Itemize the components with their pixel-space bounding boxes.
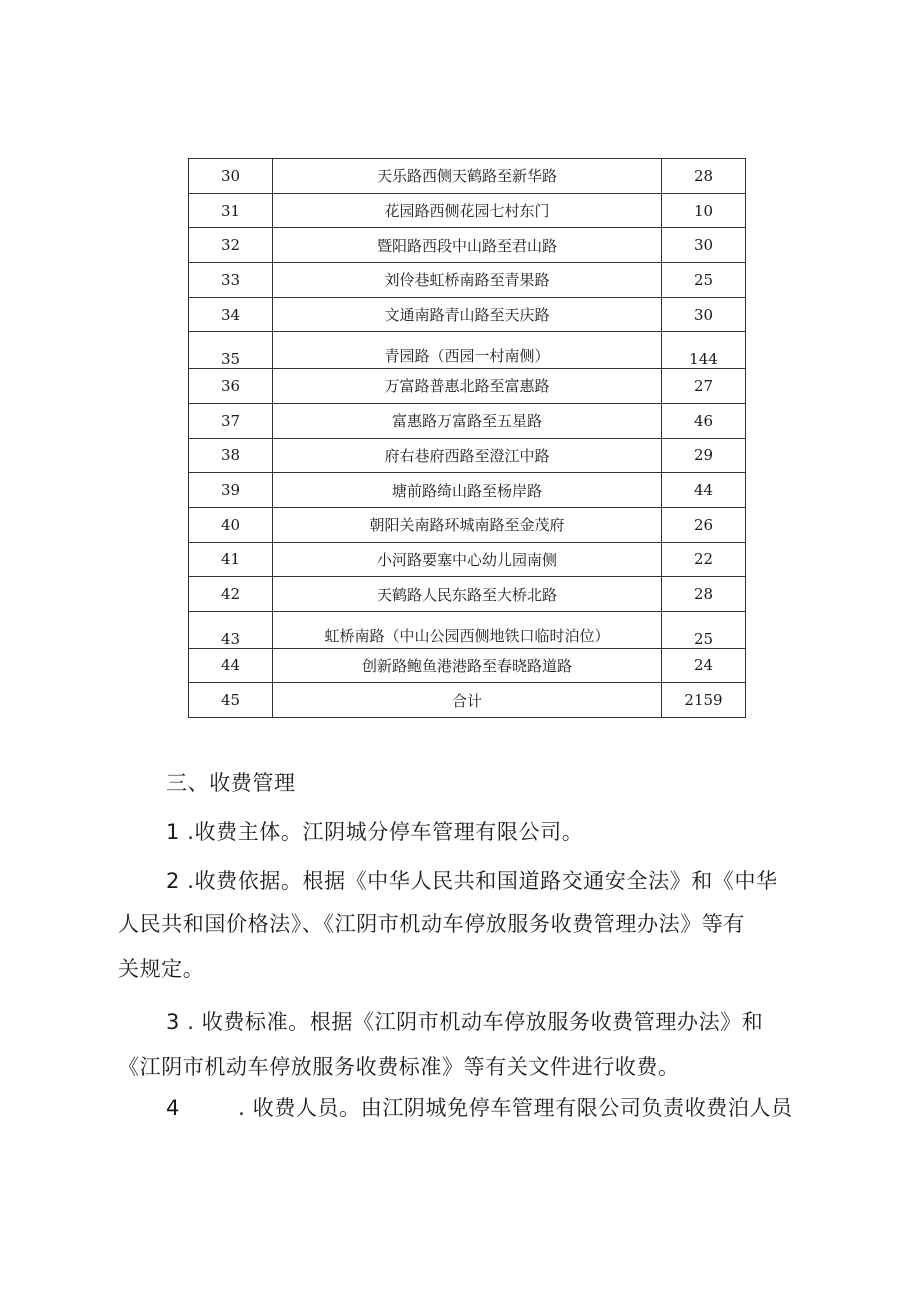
road-section: 刘伶巷虹桥南路至青果路 — [273, 263, 662, 298]
road-section: 创新路鲍鱼港港路至春晓路道路 — [273, 648, 662, 683]
row-number: 39 — [189, 473, 273, 508]
space-count: 24 — [662, 648, 746, 683]
row-number: 36 — [189, 369, 273, 404]
table-row-total — [189, 683, 746, 718]
row-number: 40 — [189, 507, 273, 542]
road-section: 天乐路西侧天鹤路至新华路 — [273, 159, 662, 194]
table-row — [189, 263, 746, 298]
row-number: 38 — [189, 438, 273, 473]
item-3-line-2: 《江阴市机动车停放服务收费标准》等有关文件进行收费。 — [118, 1055, 680, 1079]
row-number: 34 — [189, 297, 273, 332]
parking-lots-table — [188, 158, 746, 718]
road-section: 天鹤路人民东路至大桥北路 — [273, 577, 662, 612]
row-number: 45 — [189, 683, 273, 718]
road-section: 花园路西侧花园七村东门 — [273, 193, 662, 228]
table-row — [189, 193, 746, 228]
road-section: 朝阳关南路环城南路至金茂府 — [273, 507, 662, 542]
row-number: 35 — [189, 332, 273, 369]
space-count: 30 — [662, 297, 746, 332]
table-row — [189, 403, 746, 438]
row-number: 43 — [189, 611, 273, 648]
total-count: 2159 — [662, 683, 746, 718]
table-row — [189, 648, 746, 683]
item-2-line-1: 2 .收费依据。根据《中华人民共和国道路交通安全法》和《中华 — [166, 869, 778, 893]
space-count: 10 — [662, 193, 746, 228]
total-label: 合计 — [273, 683, 662, 718]
road-section: 小河路要塞中心幼儿园南侧 — [273, 542, 662, 577]
road-section: 文通南路青山路至天庆路 — [273, 297, 662, 332]
row-number: 37 — [189, 403, 273, 438]
table-row — [189, 228, 746, 263]
space-count: 26 — [662, 507, 746, 542]
space-count: 27 — [662, 369, 746, 404]
road-section: 塘前路绮山路至杨岸路 — [273, 473, 662, 508]
table-row — [189, 507, 746, 542]
space-count: 25 — [662, 611, 746, 648]
table-row — [189, 369, 746, 404]
table-row — [189, 542, 746, 577]
item-4-line-1: 4 . 收费人员。由江阴城免停车管理有限公司负责收费泊人员 — [166, 1096, 793, 1120]
item-2-line-2: 人民共和国价格法》、《江阴市机动车停放服务收费管理办法》等有 — [118, 912, 745, 936]
row-number: 32 — [189, 228, 273, 263]
row-number: 31 — [189, 193, 273, 228]
space-count: 22 — [662, 542, 746, 577]
road-section: 暨阳路西段中山路至君山路 — [273, 228, 662, 263]
space-count: 44 — [662, 473, 746, 508]
road-section: 富惠路万富路至五星路 — [273, 403, 662, 438]
table-row — [189, 611, 746, 648]
table-row — [189, 332, 746, 369]
table-row — [189, 473, 746, 508]
space-count: 46 — [662, 403, 746, 438]
space-count: 144 — [662, 332, 746, 369]
row-number: 41 — [189, 542, 273, 577]
row-number: 44 — [189, 648, 273, 683]
space-count: 29 — [662, 438, 746, 473]
item-3-line-1: 3 . 收费标准。根据《江阴市机动车停放服务收费管理办法》和 — [166, 1010, 764, 1034]
row-number: 42 — [189, 577, 273, 612]
item-1-text: 1 .收费主体。江阴城分停车管理有限公司。 — [166, 820, 584, 844]
table-row — [189, 577, 746, 612]
road-section: 万富路普惠北路至富惠路 — [273, 369, 662, 404]
road-section: 府右巷府西路至澄江中路 — [273, 438, 662, 473]
item-2-line-3: 关规定。 — [118, 957, 205, 981]
section-heading: 三、收费管理 — [166, 771, 296, 795]
road-section: 虹桥南路（中山公园西侧地铁口临时泊位） — [273, 611, 662, 648]
space-count: 28 — [662, 159, 746, 194]
space-count: 28 — [662, 577, 746, 612]
table-row — [189, 159, 746, 194]
table-row — [189, 297, 746, 332]
row-number: 30 — [189, 159, 273, 194]
road-section: 青园路（西园一村南侧） — [273, 332, 662, 369]
row-number: 33 — [189, 263, 273, 298]
space-count: 25 — [662, 263, 746, 298]
space-count: 30 — [662, 228, 746, 263]
table-row — [189, 438, 746, 473]
